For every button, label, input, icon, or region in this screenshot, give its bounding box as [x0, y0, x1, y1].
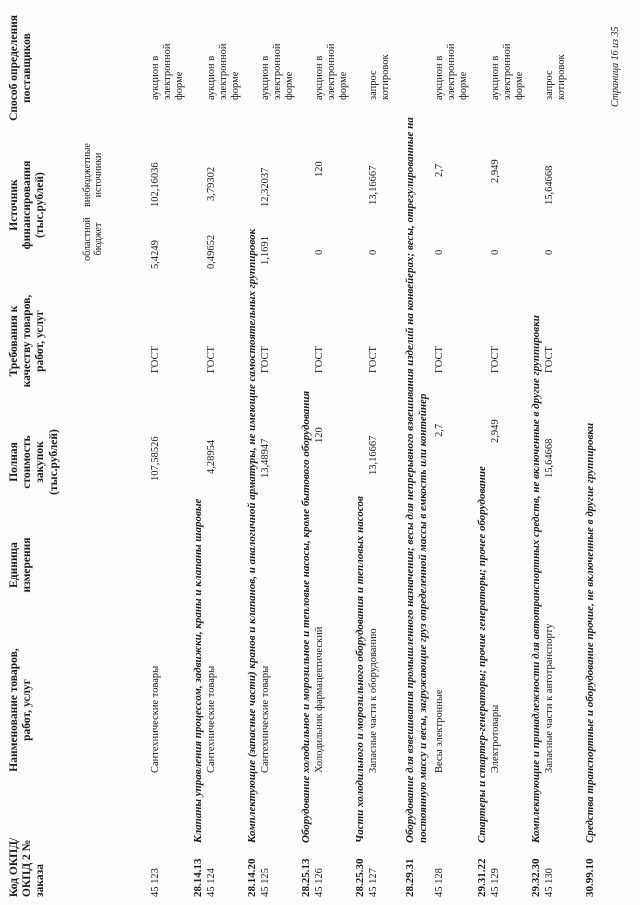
row-number: 45 126 [314, 868, 325, 897]
header-source-extra: внебюджетные источники [82, 143, 104, 207]
header-unit: Единица измерения [8, 537, 34, 593]
row-extra: 2,7 [434, 163, 445, 177]
row-requirements: ГОСТ [260, 346, 271, 373]
row-extra: 3,79302 [206, 166, 217, 201]
header-source-regional: областной бюджет [82, 217, 104, 261]
row-regional: 0 [368, 249, 379, 255]
row-requirements: ГОСТ [368, 346, 379, 373]
row-method: аукцион в электронной форме [314, 43, 350, 100]
row-name: Весы электронные [434, 689, 445, 773]
group-code: 28.14.13 [192, 858, 204, 897]
page-number: Страница 16 из 35 [610, 26, 621, 107]
row-total: 13,48947 [260, 438, 271, 478]
row-number: 45 129 [490, 868, 501, 897]
row-method: аукцион в электронной форме [206, 43, 242, 100]
row-extra: 102,16036 [150, 162, 161, 207]
group-title: Комплектующие (запасные части) кранов и клапанов, и аналогичной арматуры, не имеющие самостоятельных группировок [246, 228, 258, 843]
row-requirements: ГОСТ [544, 346, 555, 373]
row-name: Холодильник фармацевтический [314, 626, 325, 773]
row-requirements: ГОСТ [206, 346, 217, 373]
header-method: Способ определения поставщиков [8, 15, 34, 121]
group-title: Клапаны управления процессом, задвижки, краны и клапаны шаровые [192, 498, 204, 843]
row-name: Электротовары [490, 704, 501, 773]
row-extra: 15,64668 [544, 165, 555, 205]
row-method: запрос котировок [368, 54, 392, 100]
group-code: 28.25.13 [300, 858, 312, 897]
group-code: 30.99.10 [584, 858, 596, 897]
row-extra: 12,32037 [260, 167, 271, 207]
row-method: запрос котировок [544, 54, 568, 100]
header-total: Полная стоимость закупок (тыс.рублей) [8, 429, 60, 495]
row-regional: 1,1691 [260, 236, 271, 265]
row-regional: 0,49652 [206, 234, 217, 269]
row-total: 2,949 [490, 419, 501, 443]
group-code: 28.14.20 [246, 858, 258, 897]
row-number: 45 128 [434, 868, 445, 897]
row-total: 4,28954 [206, 439, 217, 474]
header-source: Источник финансирования (тыс.рублей) [8, 160, 47, 250]
group-code: 28.25.30 [354, 858, 366, 897]
row-method: аукцион в электронной форме [434, 43, 470, 100]
row-name: Сантехнические товары [206, 665, 217, 773]
row-regional: 0 [490, 249, 501, 255]
row-total: 13,16667 [368, 435, 379, 475]
row-total: 107,58526 [150, 436, 161, 481]
header-code: Код ОКПД/ ОКПД 2 № заказа [8, 837, 47, 897]
row-extra: 120 [314, 161, 325, 177]
row-regional: 0 [314, 249, 325, 255]
row-total: 2,7 [434, 423, 445, 437]
row-total: 15,64668 [544, 438, 555, 478]
row-method: аукцион в электронной форме [150, 43, 186, 100]
group-code: 29.32.30 [530, 858, 542, 897]
row-number: 45 125 [260, 868, 271, 897]
group-title: Оборудование для взвешивания промышленного назначения; весы для непрерывного взвешивания изделий на конвейерах; весы, отрегулированные на постоянную массу и весы, загружающие груз определенной массы в емкость или контейнер [404, 117, 429, 843]
group-title: Средства транспортные и оборудование прочие, не включенные в другие группировки [584, 422, 596, 843]
row-requirements: ГОСТ [150, 346, 161, 373]
row-number: 45 130 [544, 868, 555, 897]
row-method: аукцион в электронной форме [490, 43, 526, 100]
group-title: Комплектующие и принадлежности для автотранспортных средств, не включенные в другие группировки [530, 315, 542, 843]
header-requirements: Требования к качеству товаров, работ, услуг [8, 294, 47, 388]
row-number: 45 123 [150, 868, 161, 897]
group-code: 28.29.31 [404, 858, 416, 897]
header-name: Наименование товаров, работ, услуг [8, 648, 34, 772]
row-number: 45 127 [368, 868, 379, 897]
group-title: Оборудование холодильное и морозильное и тепловые насосы, кроме бытового оборудования [300, 390, 312, 843]
row-extra: 13,16667 [368, 165, 379, 205]
group-code: 29.31.22 [476, 858, 488, 897]
row-name: Сантехнические товары [150, 665, 161, 773]
row-requirements: ГОСТ [434, 346, 445, 373]
row-requirements: ГОСТ [314, 346, 325, 373]
row-requirements: ГОСТ [490, 346, 501, 373]
row-regional: 0 [434, 249, 445, 255]
row-name: Запасные части к оборудованию [368, 628, 379, 773]
row-name: Сантехнические товары [260, 665, 271, 773]
row-regional: 0 [544, 249, 555, 255]
group-title: Стартеры и стартер-генераторы; прочие генераторы; прочее оборудование [476, 466, 488, 843]
row-number: 45 124 [206, 868, 217, 897]
group-title: Части холодильного и морозильного оборудования и тепловых насосов [354, 496, 366, 843]
row-extra: 2,949 [490, 159, 501, 183]
row-name: Запасные части к автотранспорту [544, 623, 555, 773]
row-regional: 5,4249 [150, 240, 161, 269]
row-method: аукцион в электронной форме [260, 43, 296, 100]
row-total: 120 [314, 427, 325, 443]
